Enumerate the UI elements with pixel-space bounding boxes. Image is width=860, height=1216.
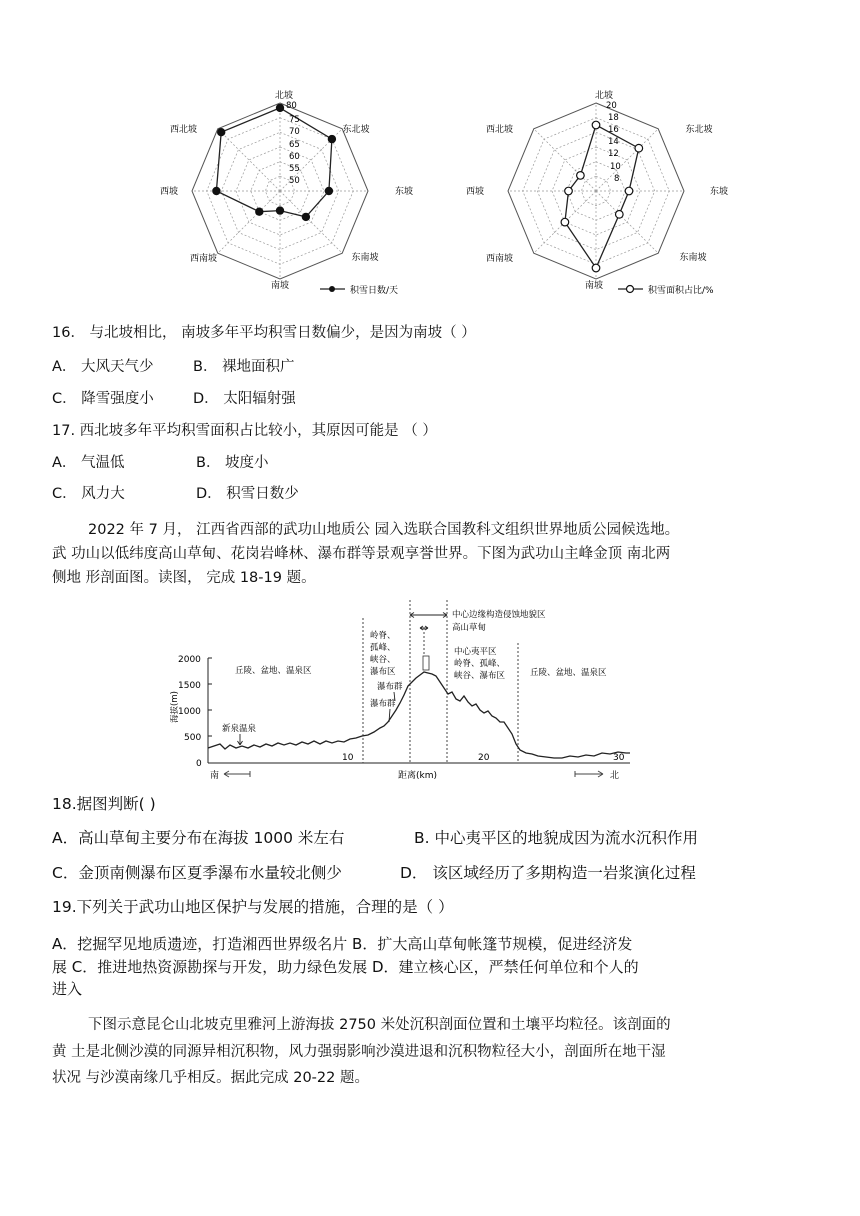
legend-marker <box>627 286 634 293</box>
radar-left-tick: 50 <box>289 176 300 186</box>
q19-options-line1[interactable]: A．挖掘罕见地质遗迹，打造湘西世界级名片 B．扩大高山草甸帐篷节规模，促进经济发 <box>52 935 633 953</box>
q18-option-a[interactable]: A．高山草甸主要分布在海拔 1000 米左右 <box>52 829 345 847</box>
intro-2022-line2: 黄 土是北侧沙漠的同源异相沉积物，风力强弱影响沙漠进退和沉积物粒径大小，剖面所在地干湿 <box>52 1044 666 1060</box>
radar-data-point <box>592 264 600 272</box>
south-arrow <box>224 771 250 777</box>
hot-spring-arrow <box>238 734 243 745</box>
ridge-label-4: 瀑布区 <box>370 667 396 677</box>
intro-2022-line3: 状况 与沙漠南缘几乎相反。据此完成 20-22 题。 <box>52 1070 369 1086</box>
q17-stem: 17. 西北坡多年平均积雪面积占比较小，其原因可能是 （ ） <box>52 423 437 439</box>
radar-right-label-nw: 西北坡 <box>486 125 514 135</box>
radar-left-label-se: 东南坡 <box>351 253 379 263</box>
intro-1819-line1: 2022 年 7 月， 江西省西部的武功山地质公 园入选联合国教科文组织世界地质公园候选地。 <box>88 522 680 538</box>
radar-left-label-e: 东坡 <box>395 187 414 197</box>
radar-left-label-ne: 东北坡 <box>342 125 370 135</box>
radar-spoke <box>534 129 596 191</box>
profile-north: 北 <box>610 771 620 781</box>
radar-data-point <box>302 213 309 220</box>
radar-left-tick: 75 <box>289 115 300 125</box>
profile-xtick: 20 <box>478 753 490 763</box>
radar-right-tick: 18 <box>608 113 619 123</box>
radar-data-point <box>565 187 573 195</box>
radar-data-point <box>218 129 225 136</box>
q19-options-line2[interactable]: 展 C．推进地热资源勘探与开发，助力绿色发展 D．建立核心区，严禁任何单位和个人的 <box>52 958 639 976</box>
radar-right-tick: 12 <box>608 149 619 159</box>
radar-right-label-n: 北坡 <box>594 91 614 101</box>
plain-label-3: 峡谷、瀑布区 <box>454 671 506 681</box>
q17-option-b[interactable]: B． 坡度小 <box>196 455 269 471</box>
radar-series-line <box>216 108 332 217</box>
meadow-label: 高山草甸 <box>452 623 487 633</box>
radar-data-point <box>276 207 283 214</box>
terrain-profile-line <box>208 672 630 758</box>
snow-days-radar-chart <box>160 86 440 300</box>
radar-left-legend: 积雪日数/天 <box>350 286 399 296</box>
radar-data-point <box>577 172 585 180</box>
waterfall-label-2: 瀑布群 <box>370 699 396 709</box>
profile-ytick: 2000 <box>178 655 201 665</box>
profile-xtick: 10 <box>342 753 354 763</box>
radar-left-tick: 70 <box>289 127 300 137</box>
radar-left-label-n: 北坡 <box>274 91 294 101</box>
ridge-label-3: 峡谷、 <box>370 655 396 665</box>
profile-ytick: 0 <box>196 759 202 769</box>
intro-2022-line1: 下图示意昆仑山北坡克里雅河上游海拔 2750 米处沉积剖面位置和土壤平均粒径。该剖面的 <box>88 1017 671 1033</box>
profile-xlabel: 距离(km) <box>398 771 438 781</box>
radar-right-tick: 8 <box>614 174 620 184</box>
center-zone-label: 中心边缘构造侵蚀地貌区 <box>452 610 546 620</box>
q17-option-a[interactable]: A． 气温低 <box>52 455 125 471</box>
ridge-label-1: 岭脊、 <box>370 631 396 641</box>
radar-data-point <box>276 104 283 111</box>
snow-area-radar-chart <box>458 86 768 300</box>
profile-xtick: 30 <box>613 753 625 763</box>
plain-label-2: 岭脊、孤峰、 <box>454 659 506 669</box>
radar-left-label-nw: 西北坡 <box>170 125 198 135</box>
north-arrow <box>575 771 603 777</box>
radar-right-legend: 积雪面积占比/% <box>648 286 714 296</box>
profile-ylabel: 海拔(m) <box>170 691 180 723</box>
radar-right-tick: 20 <box>606 101 617 111</box>
legend-marker <box>329 286 335 292</box>
radar-data-point <box>256 208 263 215</box>
radar-left-label-w: 西坡 <box>160 187 179 197</box>
q16-stem: 16． 与北坡相比， 南坡多年平均积雪日数偏少，是因为南坡（ ） <box>52 325 476 341</box>
q18-option-b[interactable]: B. 中心夷平区的地貌成因为流水沉积作用 <box>414 829 698 847</box>
zone-left-label: 丘陵、盆地、温泉区 <box>235 666 312 676</box>
waterfall-label-1: 瀑布群 <box>377 682 403 692</box>
zone-right-label: 丘陵、盆地、温泉区 <box>530 668 607 678</box>
q17-option-c[interactable]: C． 风力大 <box>52 486 125 502</box>
q16-option-c[interactable]: C． 降雪强度小 <box>52 391 154 407</box>
radar-left-tick: 55 <box>289 164 300 174</box>
radar-data-point <box>625 187 633 195</box>
radar-right-tick: 10 <box>610 162 621 172</box>
ridge-label-2: 孤峰、 <box>370 643 396 653</box>
intro-1819-line2: 武 功山以低纬度高山草甸、花岗岩峰林、瀑布群等景观享誉世界。下图为武功山主峰金顶 南北两 <box>52 546 671 562</box>
radar-data-point <box>616 211 624 219</box>
intro-1819-line3: 侧地 形剖面图。读图， 完成 18-19 题。 <box>52 570 316 586</box>
radar-right-label-s: 南坡 <box>584 281 604 291</box>
terrain-profile-chart <box>170 598 640 784</box>
center-zone-bracket <box>410 613 447 618</box>
radar-left-tick: 80 <box>286 101 297 111</box>
q18-stem: 18.据图判断( ) <box>52 795 156 813</box>
radar-right-label-se: 东南坡 <box>679 253 707 263</box>
plain-label-1: 中心夷平区 <box>454 647 497 657</box>
radar-left-label-sw: 西南坡 <box>190 254 218 264</box>
radar-left-tick: 60 <box>289 152 300 162</box>
q18-option-c[interactable]: C．金顶南侧瀑布区夏季瀑布水量较北侧少 <box>52 864 342 882</box>
q16-option-b[interactable]: B． 裸地面积广 <box>193 359 295 375</box>
profile-south: 南 <box>210 771 220 781</box>
radar-data-point <box>325 187 332 194</box>
radar-right-label-e: 东坡 <box>710 187 729 197</box>
profile-ytick: 500 <box>184 733 202 743</box>
q18-option-d[interactable]: D． 该区域经历了多期构造一岩浆演化过程 <box>400 864 696 882</box>
q16-option-d[interactable]: D． 太阳辐射强 <box>193 391 296 407</box>
radar-data-point <box>328 136 335 143</box>
radar-right-label-w: 西坡 <box>466 187 485 197</box>
summit-marker <box>423 656 429 670</box>
radar-right-tick: 14 <box>608 137 619 147</box>
q19-stem: 19.下列关于武功山地区保护与发展的措施，合理的是（ ） <box>52 898 454 916</box>
radar-data-point <box>213 187 220 194</box>
profile-ytick: 1000 <box>178 707 201 717</box>
radar-data-point <box>635 144 643 152</box>
q17-option-d[interactable]: D． 积雪日数少 <box>196 486 299 502</box>
radar-data-point <box>561 218 569 226</box>
radar-data-point <box>592 121 600 129</box>
radar-right-tick: 16 <box>608 125 619 135</box>
radar-left-label-s: 南坡 <box>270 281 290 291</box>
q16-option-a[interactable]: A． 大风天气少 <box>52 359 154 375</box>
radar-right-label-ne: 东北坡 <box>685 125 713 135</box>
radar-left-tick: 65 <box>289 140 300 150</box>
profile-ytick: 1500 <box>178 681 201 691</box>
q19-options-line3[interactable]: 进入 <box>52 980 83 998</box>
radar-right-label-sw: 西南坡 <box>486 254 514 264</box>
hot-spring-label: 新泉温泉 <box>222 724 257 734</box>
radar-spoke <box>218 129 280 191</box>
